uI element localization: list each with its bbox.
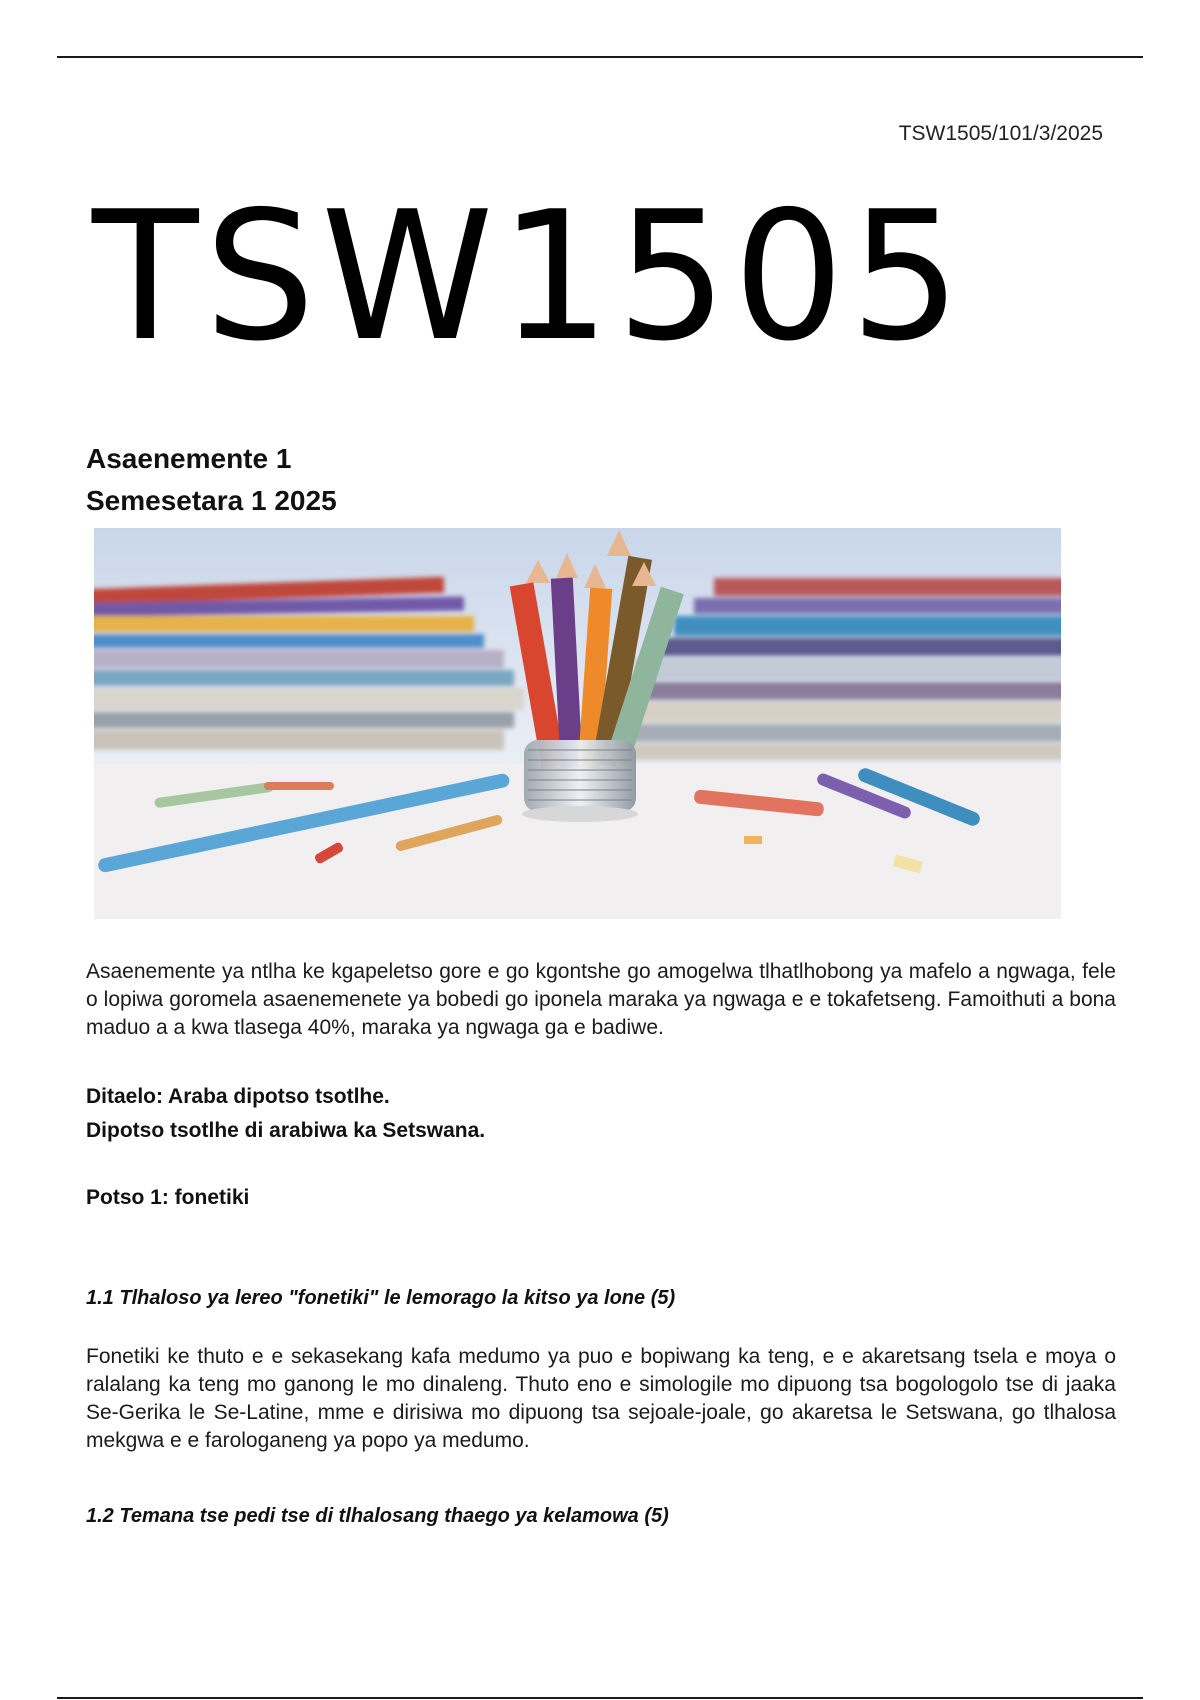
bottom-rule [57, 1697, 1143, 1699]
question-1-title: Potso 1: fonetiki [86, 1186, 250, 1209]
document-code: TSW1505/101/3/2025 [898, 122, 1103, 145]
intro-paragraph: Asaenemente ya ntlha ke kgapeletso gore e go kgontshe go amogelwa tlhatlhobong ya mafelo a ngwaga, fele o lopiwa goromela asaenemenete ya bobedi go iponela maraka ya ngwaga e e tokafetseng. Famoithuti a bona maduo a a kwa tlasega 40%, maraka ya ngwaga ga e badiwe. [86, 960, 1116, 1039]
question-1-1-answer: Fonetiki ke thuto e e sekasekang kafa medumo ya puo e bopiwang ka teng, e e akaretsang tsela e moya o ralalang ka teng mo ganong le mo dinaleng. Thuto eno e simologile mo dipuong tsa bogologolo tse di jaaka Se-Gerika le Se-Latine, mme e dirisiwa mo dipuong tsa sejoale-joale, go akaretsa le Setswana, go tlhalosa mekgwa e e farologaneng ya popo ya medumo. [86, 1345, 1116, 1452]
question-1-1-heading: 1.1 Tlhaloso ya lereo "fonetiki" le lemorago la kitso ya lone (5) [86, 1287, 676, 1309]
question-1-2-heading: 1.2 Temana tse pedi tse di tlhalosang thaego ya kelamowa (5) [86, 1505, 669, 1527]
semester-heading: Semesetara 1 2025 [86, 485, 337, 516]
course-code-title: TSW1505 [92, 173, 967, 380]
hero-image [94, 528, 1061, 919]
instructions-line-1: Ditaelo: Araba dipotso tsotlhe. [86, 1085, 390, 1108]
instructions-line-2: Dipotso tsotlhe di arabiwa ka Setswana. [86, 1119, 486, 1142]
top-rule [57, 56, 1143, 58]
assignment-heading: Asaenemente 1 [86, 443, 292, 474]
